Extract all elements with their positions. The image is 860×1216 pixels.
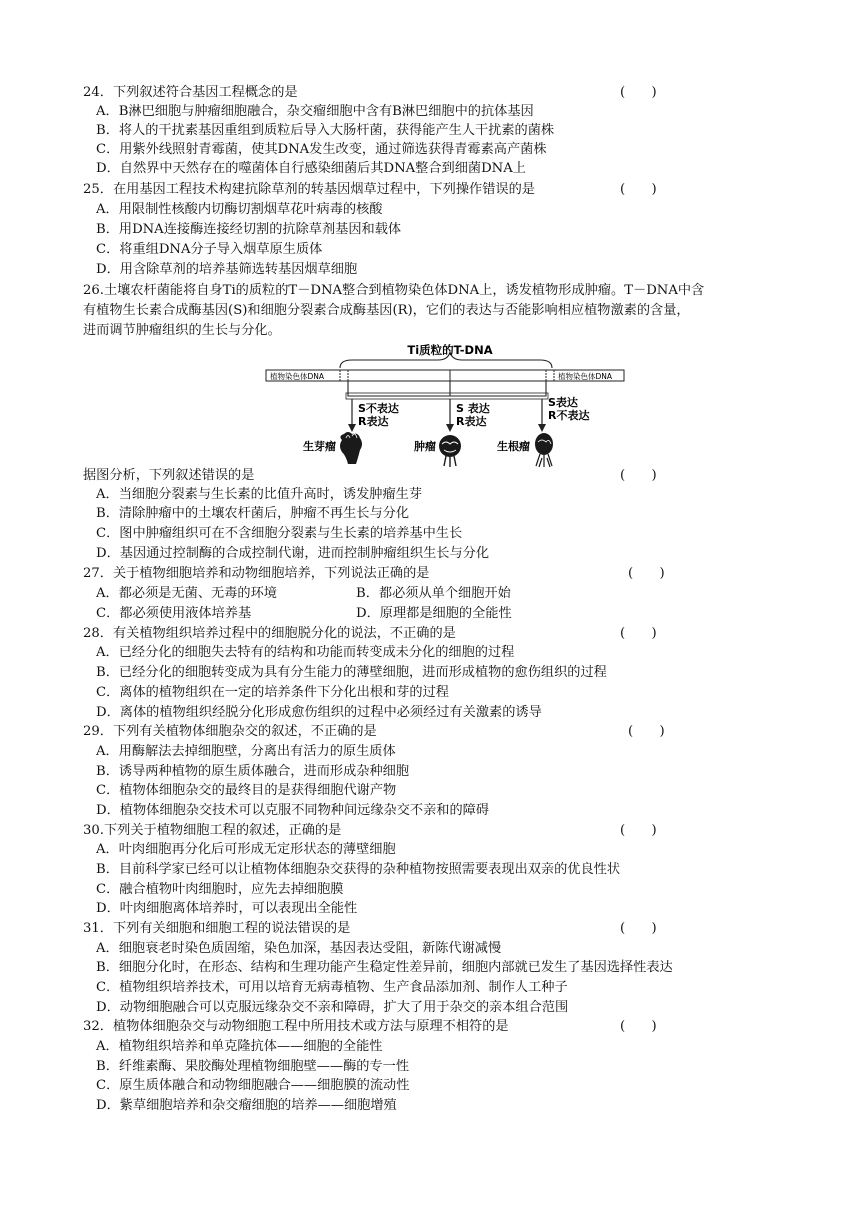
q24-answer-paren: ( ) — [620, 85, 657, 100]
q26-option-d: D．基因通过控制酶的合成控制代谢，进而控制肿瘤组织生长与分化 — [96, 546, 490, 561]
right-chromosome-label: 植物染色体DNA — [558, 372, 613, 381]
q27-option-d: D．原理都是细胞的全能性 — [356, 606, 512, 621]
q27-answer-paren: ( ) — [628, 566, 665, 581]
q28-option-b: B．已经分化的细胞转变成为具有分生能力的薄壁细胞，进而形成植物的愈伤组织的过程 — [96, 665, 607, 680]
branch2-label-1: S 表达 — [456, 402, 490, 415]
q29-option-b: B．诱导两种植物的原生质体融合，进而形成杂种细胞 — [96, 764, 410, 779]
result1-label: 生芽瘤 — [303, 440, 336, 453]
branch3-label-2: R不表达 — [548, 409, 590, 422]
q27-stem: 27．关于植物细胞培养和动物细胞培养，下列说法正确的是 — [83, 566, 430, 581]
q26-answer-paren: ( ) — [620, 468, 657, 483]
q25-option-b: B．用DNA连接酶连接经切割的抗除草剂基因和载体 — [96, 222, 402, 237]
q32-stem: 32．植物体细胞杂交与动物细胞工程中所用技术或方法与原理不相符的是 — [83, 1019, 509, 1034]
bud-tumor-icon — [340, 432, 362, 464]
q24-option-b: B．将人的干扰素基因重组到质粒后导入大肠杆菌，获得能产生人干扰素的菌株 — [96, 123, 555, 138]
q24-option-a: A．B淋巴细胞与肿瘤细胞融合，杂交瘤细胞中含有B淋巴细胞中的抗体基因 — [96, 104, 534, 119]
q25-stem: 25．在用基因工程技术构建抗除草剂的转基因烟草过程中，下列操作错误的是 — [83, 182, 535, 197]
q30-option-b: B．目前科学家已经可以让植物体细胞杂交获得的杂种植物按照需要表现出双亲的优良性状 — [96, 862, 620, 877]
q25-option-a: A．用限制性核酸内切酶切割烟草花叶病毒的核酸 — [96, 202, 383, 217]
tumor-icon — [439, 435, 461, 467]
q29-stem: 29．下列有关植物体细胞杂交的叙述，不正确的是 — [83, 724, 377, 739]
q32-option-c: C．原生质体融合和动物细胞融合——细胞膜的流动性 — [96, 1078, 410, 1093]
result2-label: 肿瘤 — [414, 440, 436, 453]
q31-answer-paren: ( ) — [620, 921, 657, 936]
q26-paragraph-line-3: 进而调节肿瘤组织的生长与分化。 — [83, 323, 281, 338]
q25-option-c: C．将重组DNA分子导入烟草原生质体 — [96, 242, 323, 257]
q30-option-d: D．叶肉细胞离体培养时，可以表现出全能性 — [96, 901, 358, 916]
q27-option-c: C．都必须使用液体培养基 — [96, 606, 252, 621]
q31-option-a: A．细胞衰老时染色质固缩，染色加深，基因表达受阻，新陈代谢减慢 — [96, 941, 502, 956]
root-tumor-icon — [535, 433, 553, 467]
q28-answer-paren: ( ) — [620, 626, 657, 641]
q29-answer-paren: ( ) — [628, 724, 665, 739]
q31-stem: 31．下列有关细胞和细胞工程的说法错误的是 — [83, 921, 351, 936]
q29-option-c: C．植物体细胞杂交的最终目的是获得细胞代谢产物 — [96, 783, 397, 798]
q26-option-a: A．当细胞分裂素与生长素的比值升高时，诱发肿瘤生芽 — [96, 487, 423, 502]
q30-option-a: A．叶肉细胞再分化后可形成无定形状态的薄壁细胞 — [96, 842, 396, 857]
q30-stem: 30.下列关于植物细胞工程的叙述，正确的是 — [83, 823, 342, 838]
q30-answer-paren: ( ) — [620, 823, 657, 838]
q32-option-a: A．植物组织培养和单克隆抗体——细胞的全能性 — [96, 1039, 383, 1054]
q27-option-a: A．都必须是无菌、无毒的环境 — [96, 586, 277, 601]
figure-title: Ti质粒的T-DNA — [407, 343, 493, 357]
branch3-label-1: S表达 — [548, 396, 578, 409]
branch2-label-2: R表达 — [456, 415, 487, 428]
q26-paragraph-line-2: 有植物生长素合成酶基因(S)和细胞分裂素合成酶基因(R)，它们的表达与否能影响相应植物激素的含量， — [83, 303, 690, 318]
q28-stem: 28．有关植物组织培养过程中的细胞脱分化的说法，不正确的是 — [83, 626, 456, 641]
q31-option-d: D．动物细胞融合可以克服远缘杂交不亲和障碍，扩大了用于杂交的亲本组合范围 — [96, 1000, 569, 1015]
q24-stem: 24．下列叙述符合基因工程概念的是 — [83, 85, 298, 100]
q32-answer-paren: ( ) — [620, 1019, 657, 1034]
result3-label: 生根瘤 — [497, 440, 530, 453]
q24-option-d: D．自然界中天然存在的噬菌体自行感染细菌后其DNA整合到细菌DNA上 — [96, 161, 526, 176]
q31-option-c: C．植物组织培养技术，可用以培育无病毒植物、生产食品添加剂、制作人工种子 — [96, 980, 568, 995]
connector-lines — [348, 381, 546, 396]
q32-option-b: B．纤维素酶、果胶酶处理植物细胞壁——酶的专一性 — [96, 1059, 410, 1074]
t-dna-diagram — [262, 340, 632, 468]
q24-option-c: C．用紫外线照射青霉菌，使其DNA发生改变，通过筛选获得青霉素高产菌株 — [96, 142, 547, 157]
q28-option-a: A．已经分化的细胞失去特有的结构和功能而转变成未分化的细胞的过程 — [96, 645, 515, 660]
q25-answer-paren: ( ) — [620, 182, 657, 197]
q26-option-c: C．图中肿瘤组织可在不含细胞分裂素与生长素的培养基中生长 — [96, 526, 463, 541]
q31-option-b: B．细胞分化时，在形态、结构和生理功能产生稳定性差异前，细胞内部就已发生了基因选择性表达 — [96, 960, 673, 975]
left-chromosome-label: 植物染色体DNA — [270, 372, 325, 381]
q26-paragraph-line-1: 26.土壤农杆菌能将自身Ti的质粒的T－DNA整合到植物染色体DNA上，诱发植物形成肿瘤。T－DNA中含 — [83, 283, 705, 298]
branch1-label-2: R表达 — [358, 415, 389, 428]
q28-option-d: D．离体的植物组织经脱分化形成愈伤组织的过程中必须经过有关激素的诱导 — [96, 705, 542, 720]
branch1-label-1: S不表达 — [358, 402, 399, 415]
q29-option-a: A．用酶解法去掉细胞壁，分离出有活力的原生质体 — [96, 744, 396, 759]
q30-option-c: C．融合植物叶肉细胞时，应先去掉细胞膜 — [96, 882, 344, 897]
q25-option-d: D．用含除草剂的培养基筛选转基因烟草细胞 — [96, 262, 358, 277]
q28-option-c: C．离体的植物组织在一定的培养条件下分化出根和芽的过程 — [96, 685, 449, 700]
q26-option-b: B．清除肿瘤中的土壤农杆菌后，肿瘤不再生长与分化 — [96, 506, 410, 521]
q32-option-d: D．紫草细胞培养和杂交瘤细胞的培养——细胞增殖 — [96, 1098, 397, 1113]
q27-option-b: B．都必须从单个细胞开始 — [356, 586, 511, 601]
q29-option-d: D．植物体细胞杂交技术可以克服不同物种间远缘杂交不亲和的障碍 — [96, 803, 490, 818]
q26-stem: 据图分析，下列叙述错误的是 — [83, 468, 255, 483]
